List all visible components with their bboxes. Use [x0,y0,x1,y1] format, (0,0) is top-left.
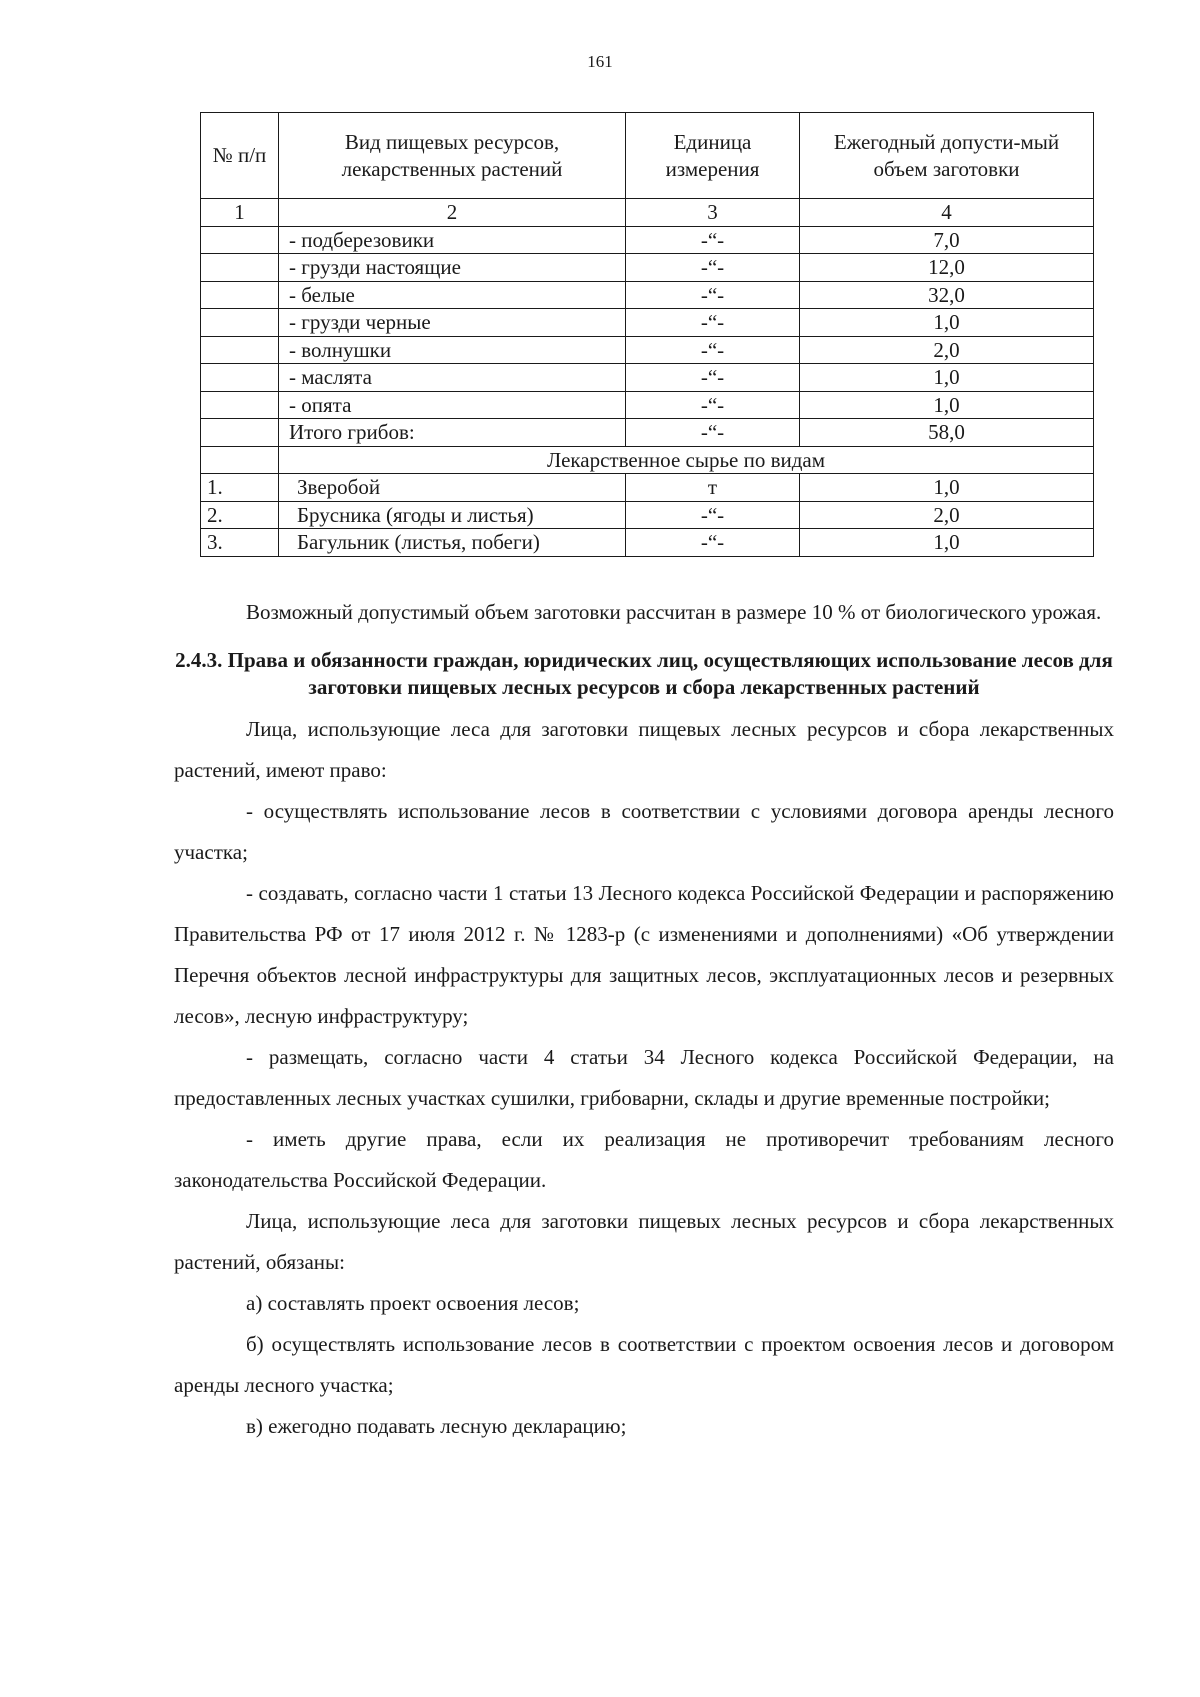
resources-table [200,112,1094,557]
row-value: 1,0 [800,309,1094,337]
row-unit: -“- [626,336,800,364]
row-number [201,254,279,282]
body-text [174,592,1114,1447]
section-title: Лекарственное сырье по видам [279,446,1094,474]
row-name: - белые [279,281,626,309]
column-number: 1 [201,199,279,227]
row-value: 7,0 [800,226,1094,254]
column-number: 3 [626,199,800,227]
row-number [201,309,279,337]
row-unit: -“- [626,529,800,557]
row-number: 2. [201,501,279,529]
row-unit: -“- [626,254,800,282]
paragraph: - осуществлять использование лесов в соответствии с условиями договора аренды лесного участка; [174,799,1114,864]
row-number [201,364,279,392]
table-row [201,226,1094,254]
paragraph: Лица, использующие леса для заготовки пищевых лесных ресурсов и сбора лекарственных растений, обязаны: [174,1209,1114,1274]
page-number: 161 [587,52,613,71]
header-annual-volume: Ежегодный допусти-мый объем заготовки [800,113,1094,199]
row-name: - грузди настоящие [279,254,626,282]
table-row [201,529,1094,557]
row-value: 1,0 [800,529,1094,557]
table-header-row [201,113,1094,199]
row-value: 2,0 [800,336,1094,364]
column-number: 4 [800,199,1094,227]
row-name: - опята [279,391,626,419]
table-row [201,391,1094,419]
row-value: 58,0 [800,419,1094,447]
table-note: Возможный допустимый объем заготовки рассчитан в размере 10 % от биологического урожая. [246,600,1102,624]
paragraph: а) составлять проект освоения лесов; [246,1291,580,1315]
row-name: - маслята [279,364,626,392]
table-row [201,474,1094,502]
row-unit: -“- [626,226,800,254]
paragraph: в) ежегодно подавать лесную декларацию; [246,1414,627,1438]
row-number [201,419,279,447]
table-row [201,309,1094,337]
table-row [201,336,1094,364]
row-unit: -“- [626,309,800,337]
header-number: № п/п [201,113,279,199]
row-value: 1,0 [800,474,1094,502]
section-row [201,446,1094,474]
table-row [201,281,1094,309]
row-unit: т [626,474,800,502]
row-name: Багульник (листья, побеги) [279,529,626,557]
row-value: 12,0 [800,254,1094,282]
table-row [201,254,1094,282]
paragraph: - размещать, согласно части 4 статьи 34 Лесного кодекса Российской Федерации, на предоставленных лесных участках сушилки, грибоварни, склады и другие временные постройки; [174,1045,1114,1110]
row-value: 1,0 [800,391,1094,419]
column-numbers-row [201,199,1094,227]
row-unit: -“- [626,281,800,309]
table-row [201,501,1094,529]
row-name: Брусника (ягоды и листья) [279,501,626,529]
row-unit: -“- [626,391,800,419]
row-number: 1. [201,474,279,502]
row-number [201,391,279,419]
row-value: 32,0 [800,281,1094,309]
row-number [201,281,279,309]
row-unit: -“- [626,501,800,529]
row-name: - подберезовики [279,226,626,254]
row-name: Итого грибов: [279,419,626,447]
row-number: 3. [201,529,279,557]
row-unit: -“- [626,364,800,392]
row-name: - волнушки [279,336,626,364]
row-value: 1,0 [800,364,1094,392]
row-value: 2,0 [800,501,1094,529]
table-row-total [201,419,1094,447]
row-name: - грузди черные [279,309,626,337]
paragraph: - иметь другие права, если их реализация не противоречит требованиям лесного законодательства Российской Федерации. [174,1127,1114,1192]
section-empty-cell [201,446,279,474]
paragraph: - создавать, согласно части 1 статьи 13 Лесного кодекса Российской Федерации и распоряжению Правительства РФ от 17 июля 2012 г. № 1283-р (с изменениями и дополнениями) «Об утверждении Перечня объектов лесной инфраструктуры для защитных лесов, эксплуатационных лесов и резервных лесов», лесную инфраструктуру; [174,881,1114,1028]
paragraph: б) осуществлять использование лесов в соответствии с проектом освоения лесов и договором аренды лесного участка; [174,1332,1114,1397]
table-row [201,364,1094,392]
row-unit: -“- [626,419,800,447]
column-number: 2 [279,199,626,227]
row-number [201,226,279,254]
row-number [201,336,279,364]
header-resource-type: Вид пищевых ресурсов, лекарственных растений [279,113,626,199]
header-unit: Единица измерения [626,113,800,199]
paragraph: Лица, использующие леса для заготовки пищевых лесных ресурсов и сбора лекарственных растений, имеют право: [174,717,1114,782]
row-name: Зверобой [279,474,626,502]
section-heading: 2.4.3. Права и обязанности граждан, юридических лиц, осуществляющих использование лесов для заготовки пищевых лесных ресурсов и сбора лекарственных растений [175,648,1113,699]
